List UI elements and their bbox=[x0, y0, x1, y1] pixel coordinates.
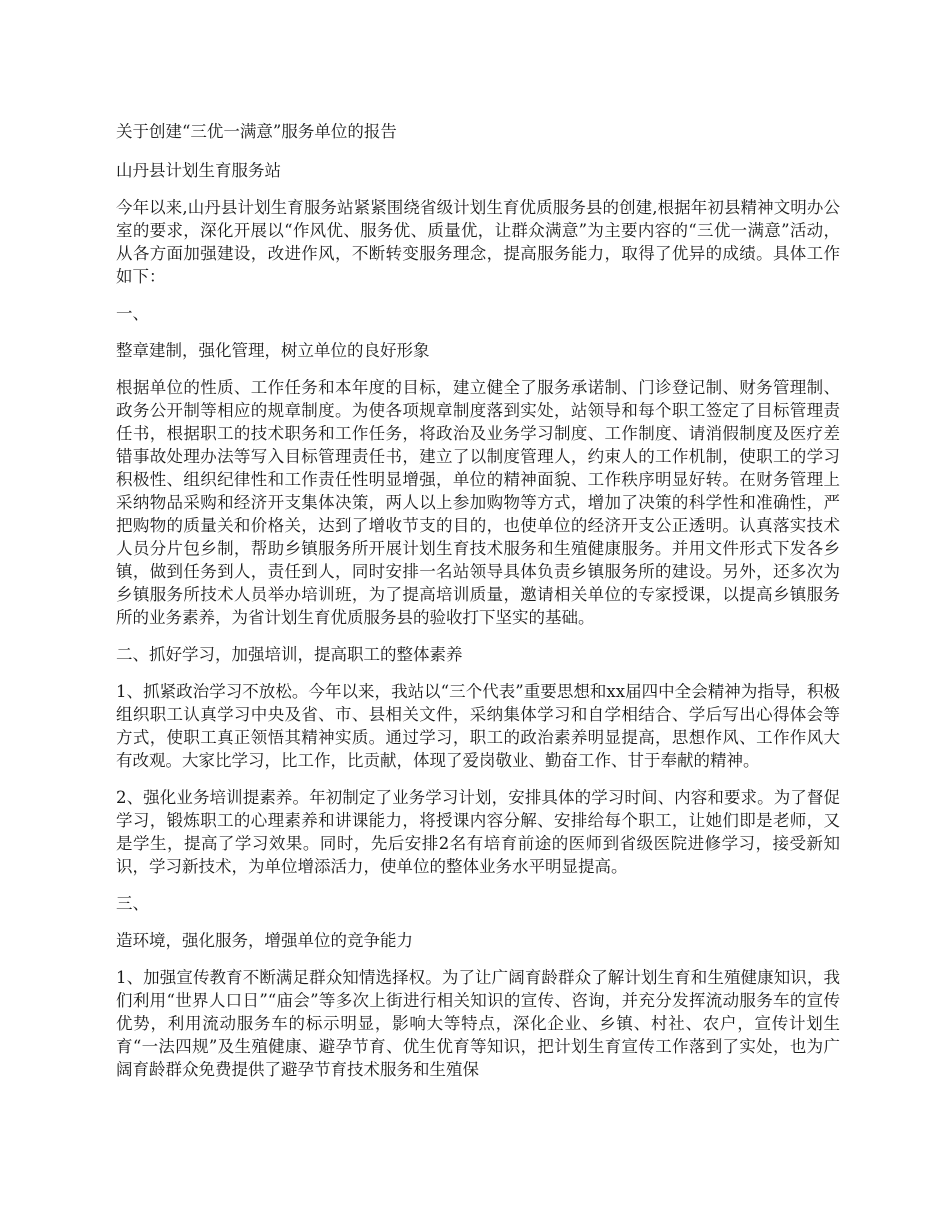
section-number-1: 一、 bbox=[116, 304, 149, 323]
paragraph-2-1: 1、抓紧政治学习不放松。今年以来，我站以“三个代表”重要思想和xx届四中全会精神为指导，积极组织职工认真学习中央及省、市、县相关文件，采纳集体学习和自学相结合、学后写出心得体会等方式，使职工真正领悟其精神实质。通过学习，职工的政治素养明显提高，思想作风、工作作风大有改观。大家比学习，比工作，比贡献，体现了爱岗敬业、勤奋工作、甘于奉献的精神。 bbox=[116, 682, 840, 770]
section-number-3: 三、 bbox=[116, 894, 149, 913]
paragraph-2-2: 2、强化业务培训提素养。年初制定了业务学习计划，安排具体的学习时间、内容和要求。为了督促学习，锻炼职工的心理素养和讲课能力，将授课内容分解、安排给每个职工，让她们即是老师，又是学生，提高了学习效果。同时，先后安排2名有培育前途的医师到省级医院进修学习，接受新知识，学习新技术，为单位增添活力，使单位的整体业务水平明显提高。 bbox=[116, 788, 840, 876]
paragraph-intro: 今年以来,山丹县计划生育服务站紧紧围绕省级计划生育优质服务县的创建,根据年初县精神文明办公室的要求，深化开展以“作风优、服务优、质量优，让群众满意”为主要内容的“三优一满意”活动，从各方面加强建设，改进作风，不断转变服务理念，提高服务能力，取得了优异的成绩。具体工作如下： bbox=[116, 198, 840, 286]
section-heading-3: 造环境，强化服务，增强单位的竞争能力 bbox=[116, 931, 413, 950]
section-heading-2: 二、抓好学习，加强培训，提高职工的整体素养 bbox=[116, 645, 463, 664]
paragraph-3-1: 1、加强宣传教育不断满足群众知情选择权。为了让广阔育龄群众了解计划生育和生殖健康知识，我们利用“世界人口日”“庙会”等多次上街进行相关知识的宣传、咨询，并充分发挥流动服务车的宣传优势，利用流动服务车的标示明显，影响大等特点，深化企业、乡镇、村社、农户，宣传计划生育“一法四规”及生殖健康、避孕节育、优生优育等知识，把计划生育宣传工作落到了实处，也为广阔育龄群众免费提供了避孕节育技术服务和生殖保 bbox=[116, 968, 840, 1079]
section-heading-1: 整章建制，强化管理，树立单位的良好形象 bbox=[116, 341, 430, 360]
document-org: 山丹县计划生育服务站 bbox=[116, 161, 281, 180]
document-title: 关于创建“三优一满意”服务单位的报告 bbox=[116, 122, 397, 141]
paragraph-section-1: 根据单位的性质、工作任务和本年度的目标，建立健全了服务承诺制、门诊登记制、财务管理制、政务公开制等相应的规章制度。为使各项规章制度落到实处，站领导和每个职工签定了目标管理责任书，根据职工的技术职务和工作任务，将政治及业务学习制度、工作制度、请消假制度及医疗差错事故处理办法等写入目标管理责任书，建立了以制度管理人，约束人的工作机制，使职工的学习积极性、组织纪律性和工作责任性明显增强，单位的精神面貌、工作秩序明显好转。在财务管理上采纳物品采购和经济开支集体决策，两人以上参加购物等方式，增加了决策的科学性和准确性，严把购物的质量关和价格关，达到了增收节支的目的，也使单位的经济开支公正透明。认真落实技术人员分片包乡制，帮助乡镇服务所开展计划生育技术服务和生殖健康服务。并用文件形式下发各乡镇，做到任务到人，责任到人，同时安排一名站领导具体负责乡镇服务所的建设。另外，还多次为乡镇服务所技术人员举办培训班，为了提高培训质量，邀请相关单位的专家授课，以提高乡镇服务所的业务素养，为省计划生育优质服务县的验收打下坚实的基础。 bbox=[116, 378, 840, 627]
document-page bbox=[116, 120, 840, 1095]
